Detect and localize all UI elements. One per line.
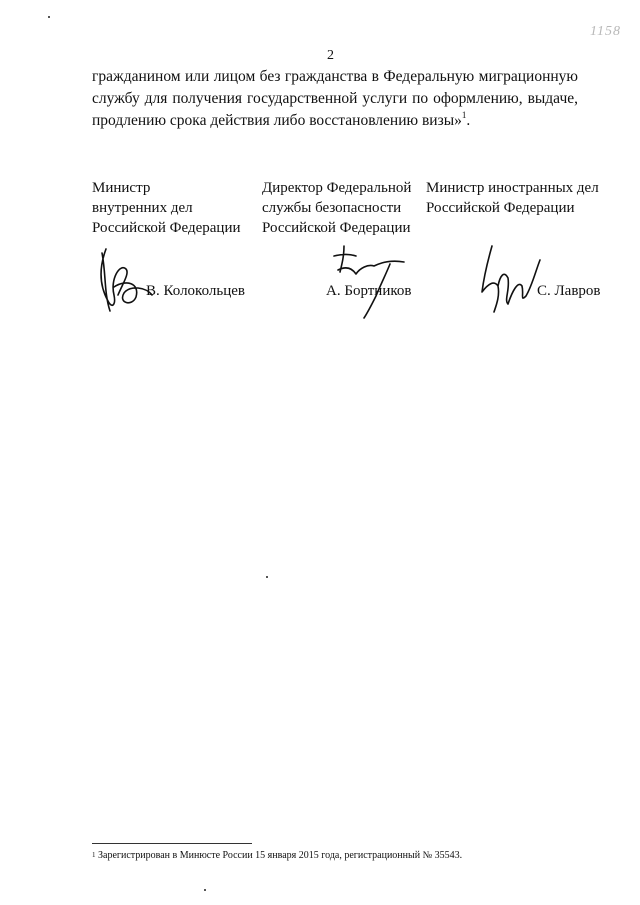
page-number: 2 [327,48,334,63]
footnote [92,850,462,861]
body-line-last [92,110,578,132]
signatory-name: С. Лавров [537,283,601,299]
title-line: Российской Федерации [426,200,575,216]
end-punctuation: . [466,112,471,129]
signatory-name: А. Бортников [326,283,412,299]
signatory-title-foreign [426,178,599,218]
footnote-separator [92,843,252,844]
body-line: гражданином или лицом без гражданства в Федеральную миграционную [92,68,578,85]
body-paragraph [92,66,578,132]
archive-stamp: 1158 [590,24,621,39]
footnote-marker: 1 [92,851,96,859]
signatory-name: В. Колокольцев [146,283,245,299]
scan-speck [266,576,268,578]
footnote-text: Зарегистрирован в Минюсте России 15 января 2015 года, регистрационный № 35543. [95,850,463,861]
title-line: службы безопасности [262,200,402,216]
signature-bortnikov [330,240,410,320]
signatory-title-interior [92,178,241,238]
signature-lavrov [474,240,546,314]
title-line: Российской Федерации [92,220,241,236]
scan-speck [204,889,206,891]
title-line: внутренних дел [92,200,193,216]
title-line: Министр иностранных дел [426,180,599,196]
signatory-title-fsb [262,178,411,238]
footnote-reference: 1 [461,110,467,120]
title-line: Директор Федеральной [262,180,412,196]
title-line: Российской Федерации [262,220,411,236]
body-line: службу для получения государственной услуги по оформлению, выдаче, [92,90,578,107]
scan-speck [48,16,50,18]
title-line: Министр [92,180,151,196]
body-line-text: продлению срока действия либо восстановлению визы» [92,112,462,129]
signature-kolokoltsev [96,243,166,315]
